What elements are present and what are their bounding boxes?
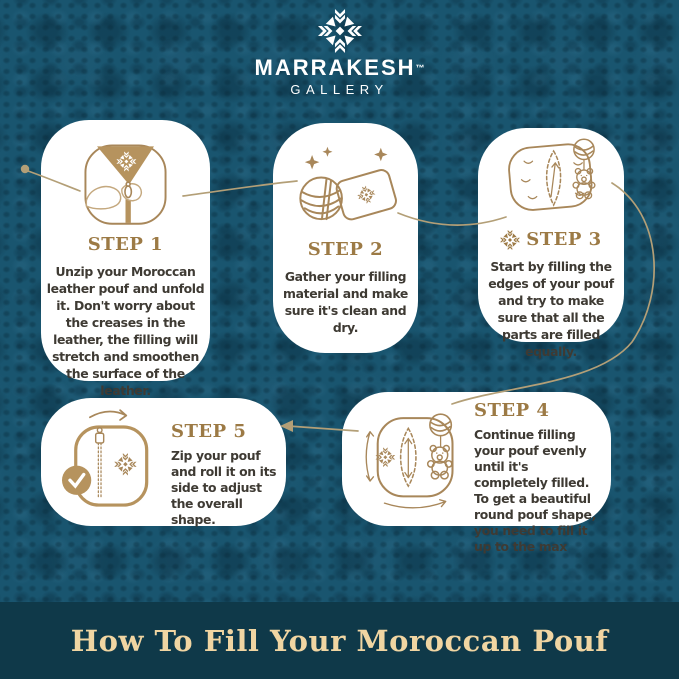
step-1-body: Unzip your Moroccan leather pouf and unfold it. Don't worry about the creases in the leather, the filling will stretch and smoothen the surface of the leather. [46, 264, 205, 398]
brand-name [0, 56, 679, 80]
snowflake-icon [500, 230, 520, 250]
step-1-title: STEP 1 [87, 234, 164, 255]
yarn-and-pillow-icon [294, 141, 398, 234]
zip-and-roll-icon [58, 405, 160, 526]
step-3-title-row [500, 230, 601, 250]
step-5-body: Zip your pouf and roll it on its side to adjust the overall shape. [171, 448, 277, 527]
step-4-body: Continue filling your pouf evenly until it's completely filled. To get a beautiful round pouf shape, you need to fill it up to the max [474, 427, 596, 554]
brand-text: MARRAKESH [254, 55, 416, 80]
step-4-text [474, 400, 601, 554]
step-2-title: STEP 2 [307, 239, 384, 260]
footer-band [0, 602, 679, 679]
footer-title: How To Fill Your Moroccan Pouf [70, 623, 609, 658]
fill-pouf-edges-icon [503, 133, 600, 218]
start-dot [21, 165, 29, 173]
step-5-title: STEP 5 [171, 421, 247, 442]
step-4-title: STEP 4 [474, 400, 550, 421]
step-3-body: Start by filling the edges of your pouf and try to make sure that all the parts are filled equally. [488, 259, 614, 359]
step-4-card [342, 392, 611, 554]
step-1-card [41, 120, 210, 398]
step-2-card [273, 123, 418, 353]
step-3-title: STEP 3 [526, 229, 602, 250]
step-5-text [171, 422, 278, 526]
step-2-body: Gather your filling material and make sure it's clean and dry. [283, 269, 408, 335]
unzip-pouf-icon [81, 140, 170, 231]
trademark-mark: ™ [415, 63, 425, 73]
snowflake-star-icon [317, 9, 363, 53]
step-3-card [478, 128, 624, 359]
step-5-card [41, 398, 286, 526]
fill-pouf-evenly-icon [359, 403, 461, 526]
brand-subtitle: GALLERY [290, 82, 389, 97]
brand-logo [0, 0, 679, 97]
